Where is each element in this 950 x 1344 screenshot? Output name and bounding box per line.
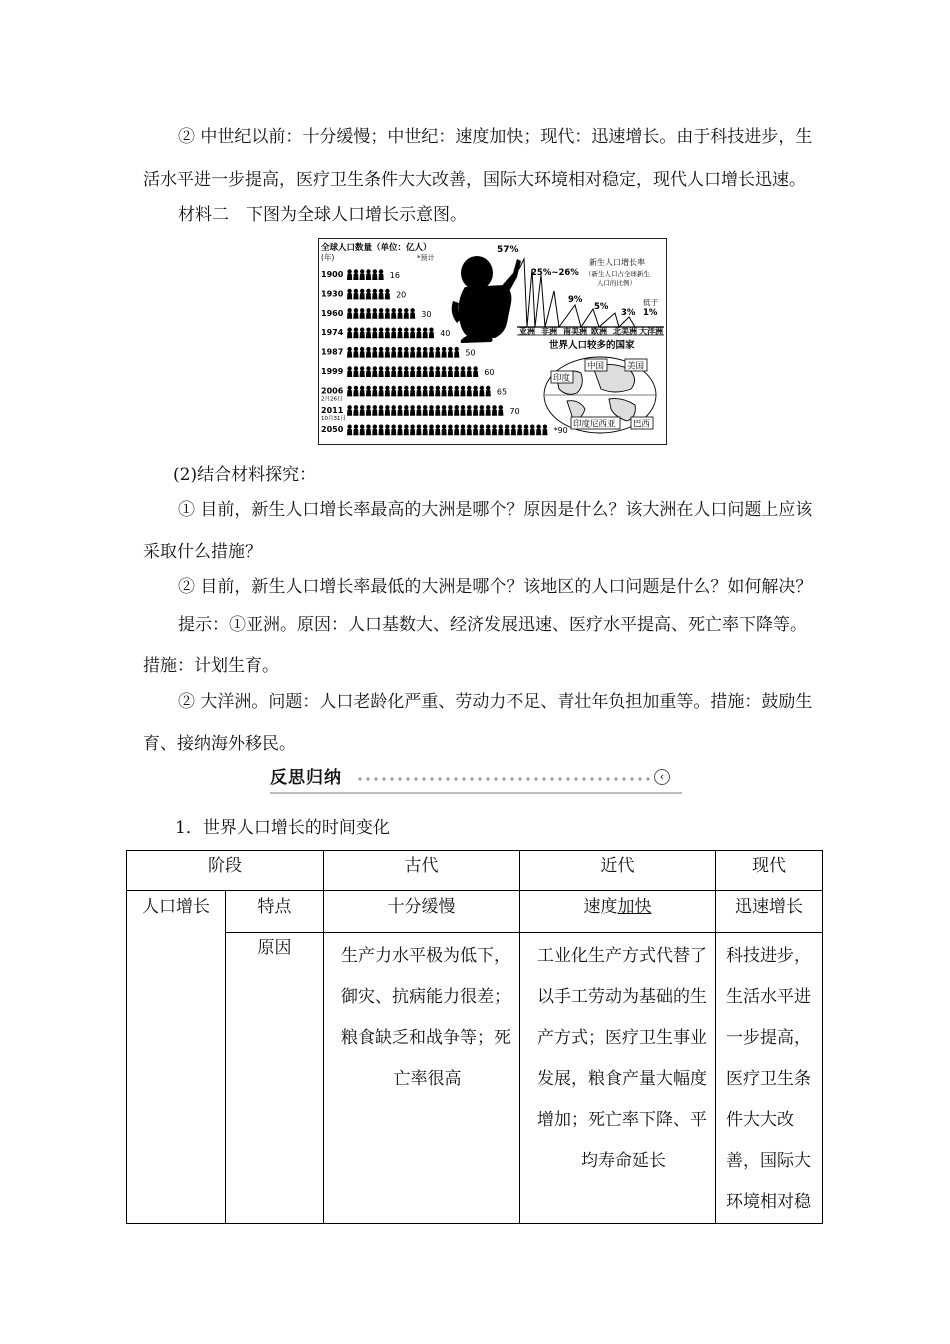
population-rows — [321, 269, 568, 435]
person-icon — [423, 328, 428, 339]
person-icon — [410, 386, 415, 397]
year-sublabel: 10月31日 — [321, 415, 346, 422]
reason-line: 生活水平进 — [726, 987, 811, 1007]
person-icon — [385, 425, 390, 436]
person-icon — [517, 425, 522, 436]
person-icon — [435, 347, 440, 358]
rate-africa: 25%~26% — [531, 268, 579, 278]
reason-contemporary — [716, 933, 823, 1224]
person-icon — [423, 347, 428, 358]
person-icon — [379, 289, 384, 300]
reason-line: 科技进步， — [726, 946, 811, 966]
person-icon — [498, 405, 503, 416]
person-icon — [523, 425, 528, 436]
question-two: ② 目前，新生人口增长率最低的大洲是哪个？该地区的人口问题是什么？如何解决？ — [178, 577, 813, 597]
person-icon — [366, 425, 371, 436]
person-icon — [410, 366, 415, 377]
person-icon — [353, 269, 358, 280]
person-icon — [391, 405, 396, 416]
population-value: 65 — [496, 387, 508, 397]
person-icon — [347, 347, 352, 358]
person-icon — [429, 328, 434, 339]
person-icon — [385, 405, 390, 416]
person-icon — [442, 405, 447, 416]
person-icon — [347, 386, 352, 397]
country-label: 印度尼西亚 — [573, 419, 616, 430]
person-icon — [473, 386, 478, 397]
person-icon — [366, 386, 371, 397]
person-icon — [347, 405, 352, 416]
person-icon — [372, 366, 377, 377]
person-icon — [360, 405, 365, 416]
growth-note-1: （新生人口占全球新生 — [585, 270, 650, 278]
header-early-modern: 近代 — [520, 851, 716, 891]
reason-early-modern — [520, 933, 716, 1224]
person-icon — [347, 269, 352, 280]
person-icon — [391, 366, 396, 377]
country-label: 巴西 — [633, 419, 651, 430]
figure-year-label: (年) — [321, 253, 335, 262]
person-icon — [448, 366, 453, 377]
year-label: 1930 — [321, 289, 344, 299]
person-icon — [448, 386, 453, 397]
population-growth-figure — [318, 238, 667, 445]
person-icon — [435, 425, 440, 436]
person-icon — [442, 347, 447, 358]
reason-line: 工业化生产方式代替了 — [537, 946, 707, 966]
person-icon — [429, 386, 434, 397]
person-icon — [360, 347, 365, 358]
question-one-cont: 采取什么措施？ — [143, 542, 262, 562]
person-icon — [435, 386, 440, 397]
growth-title: 新生人口增长率 — [589, 258, 645, 267]
person-icon — [404, 425, 409, 436]
person-icon — [460, 425, 465, 436]
person-icon — [397, 347, 402, 358]
year-label: 1960 — [321, 308, 344, 318]
reason-line: 生产力水平极为低下， — [341, 946, 511, 966]
year-label: 1900 — [321, 270, 344, 279]
section-title: 反思归纳 — [270, 768, 342, 788]
population-value: 60 — [484, 368, 495, 377]
continent-label: 非洲 — [541, 327, 557, 336]
person-icon — [460, 405, 465, 416]
person-icon — [366, 269, 371, 280]
header-ancient: 古代 — [324, 851, 520, 891]
reason-line: 善，国际大 — [726, 1151, 811, 1171]
person-icon — [366, 308, 371, 319]
person-icon — [404, 308, 409, 319]
continent-label: 欧洲 — [591, 327, 607, 336]
header-underline — [270, 792, 682, 794]
country-label: 美国 — [627, 361, 645, 372]
rate-asia: 57% — [497, 245, 519, 255]
figure-title: 全球人口数量（单位：亿人） — [321, 243, 432, 253]
reason-line: 发展，粮食产量大幅度 — [537, 1069, 707, 1089]
person-icon — [410, 347, 415, 358]
person-icon — [454, 366, 459, 377]
person-icon — [479, 386, 484, 397]
person-icon — [492, 405, 497, 416]
person-icon — [353, 386, 358, 397]
year-sublabel: 2月26日 — [321, 396, 343, 403]
person-icon — [473, 366, 478, 377]
person-icon — [372, 308, 377, 319]
person-icon — [353, 328, 358, 339]
person-icon — [372, 269, 377, 280]
person-icon — [366, 289, 371, 300]
continent-label: 亚洲 — [519, 327, 535, 336]
person-icon — [423, 405, 428, 416]
reason-ancient — [324, 933, 520, 1224]
person-icon — [379, 347, 384, 358]
year-label: 2050 — [321, 425, 344, 435]
person-icon — [353, 347, 358, 358]
reason-line: 增加；死亡率下降、平 — [537, 1110, 707, 1130]
person-icon — [385, 347, 390, 358]
person-icon — [416, 425, 421, 436]
person-icon — [379, 269, 384, 280]
person-icon — [429, 366, 434, 377]
person-icon — [448, 425, 453, 436]
person-icon — [416, 405, 421, 416]
reason-line: 产方式；医疗卫生事业 — [537, 1028, 707, 1048]
population-value: 30 — [421, 309, 432, 319]
child-silhouette-icon — [452, 256, 521, 343]
continent-label: 南美洲 — [563, 327, 587, 336]
person-icon — [385, 308, 390, 319]
person-icon — [486, 386, 491, 397]
person-icon — [385, 366, 390, 377]
person-icon — [347, 289, 352, 300]
person-icon — [460, 386, 465, 397]
person-icon — [435, 366, 440, 377]
figure-note: *预计 — [417, 254, 435, 262]
person-icon — [473, 405, 478, 416]
person-icon — [366, 347, 371, 358]
person-icon — [473, 425, 478, 436]
header-stage: 阶段 — [127, 851, 324, 891]
population-value: 40 — [440, 329, 451, 339]
rate-europe: 5% — [594, 302, 609, 312]
person-icon — [423, 425, 428, 436]
rate-north-america: 3% — [621, 308, 636, 318]
person-icon — [360, 269, 365, 280]
reason-line: 以手工劳动为基础的生 — [537, 987, 707, 1007]
person-icon — [385, 328, 390, 339]
person-icon — [435, 405, 440, 416]
summary-title: 1．世界人口增长的时间变化 — [175, 818, 390, 838]
person-icon — [416, 347, 421, 358]
person-icon — [379, 425, 384, 436]
person-icon — [347, 425, 352, 436]
person-icon — [454, 405, 459, 416]
person-icon — [442, 386, 447, 397]
paragraph-stage-summary: ② 中世纪以前：十分缓慢；中世纪：速度加快；现代：迅速增长。由于科技进步，生 — [178, 127, 813, 147]
reason-line: 粮食缺乏和战争等；死 — [341, 1028, 511, 1048]
person-icon — [360, 386, 365, 397]
person-icon — [448, 405, 453, 416]
person-icon — [397, 308, 402, 319]
population-value: 70 — [509, 406, 520, 416]
year-label: 1974 — [321, 328, 344, 338]
person-icon — [391, 425, 396, 436]
answer-one-cont: 措施：计划生育。 — [143, 656, 279, 676]
year-label: 2006 — [321, 386, 344, 396]
person-icon — [397, 328, 402, 339]
table-header-row — [127, 851, 823, 891]
table-row-feature — [127, 891, 823, 933]
continent-labels — [519, 326, 663, 336]
person-icon — [353, 308, 358, 319]
person-icon — [429, 347, 434, 358]
material-two-caption: 材料二 下图为全球人口增长示意图。 — [178, 205, 467, 225]
population-value: 50 — [465, 348, 476, 358]
person-icon — [372, 347, 377, 358]
person-icon — [467, 366, 472, 377]
person-icon — [372, 289, 377, 300]
person-icon — [423, 366, 428, 377]
person-icon — [385, 386, 390, 397]
person-icon — [492, 425, 497, 436]
person-icon — [448, 347, 453, 358]
feature-early-modern: 速度加快 — [520, 891, 716, 933]
dotted-divider — [356, 777, 652, 781]
person-icon — [397, 425, 402, 436]
person-icon — [353, 289, 358, 300]
reason-line: 均寿命延长 — [581, 1151, 666, 1171]
person-icon — [397, 405, 402, 416]
country-label: 中国 — [587, 361, 605, 372]
person-icon — [372, 405, 377, 416]
person-icon — [360, 425, 365, 436]
person-icon — [404, 328, 409, 339]
person-icon — [347, 328, 352, 339]
person-icon — [347, 308, 352, 319]
person-icon — [479, 405, 484, 416]
person-icon — [460, 366, 465, 377]
header-contemporary: 现代 — [716, 851, 823, 891]
person-icon — [379, 328, 384, 339]
chevron-left-icon[interactable]: ‹ — [654, 769, 670, 785]
table-row-reason — [127, 933, 823, 1224]
person-icon — [372, 328, 377, 339]
person-icon — [410, 405, 415, 416]
person-icon — [486, 425, 491, 436]
growth-note-2: 人口的比例） — [597, 279, 636, 287]
explore-heading: (2)结合材料探究： — [173, 465, 317, 485]
feature-ancient: 十分缓慢 — [324, 891, 520, 933]
feature-contemporary: 迅速增长 — [716, 891, 823, 933]
person-icon — [410, 328, 415, 339]
population-value: 20 — [396, 290, 407, 300]
person-icon — [467, 405, 472, 416]
person-icon — [366, 405, 371, 416]
population-value: 16 — [389, 271, 400, 280]
person-icon — [467, 425, 472, 436]
person-icon — [397, 386, 402, 397]
reason-line: 御灾、抗病能力很差； — [341, 987, 511, 1007]
person-icon — [486, 405, 491, 416]
year-label: 2011 — [321, 405, 344, 415]
person-icon — [542, 425, 547, 436]
map-country-labels — [551, 359, 653, 430]
rate-oceania-2: 1% — [643, 308, 658, 318]
person-icon — [416, 328, 421, 339]
map-title: 世界人口较多的国家 — [549, 340, 635, 351]
person-icon — [353, 405, 358, 416]
reason-line: 亡率很高 — [393, 1069, 462, 1089]
year-label: 1999 — [321, 367, 344, 376]
person-icon — [442, 425, 447, 436]
person-icon — [416, 366, 421, 377]
person-icon — [454, 347, 459, 358]
reason-line: 件大大改 — [726, 1110, 794, 1130]
person-icon — [429, 405, 434, 416]
person-icon — [391, 308, 396, 319]
person-icon — [530, 425, 535, 436]
person-icon — [379, 405, 384, 416]
person-icon — [379, 366, 384, 377]
answer-one: 提示：①亚洲。原因：人口基数大、经济发展迅速、医疗水平提高、死亡率下降等。 — [178, 615, 807, 635]
person-icon — [479, 425, 484, 436]
section-header-reflection — [270, 765, 682, 795]
person-icon — [536, 425, 541, 436]
person-icon — [360, 308, 365, 319]
person-icon — [360, 328, 365, 339]
answer-two: ② 大洋洲。问题：人口老龄化严重、劳动力不足、青壮年负担加重等。措施：鼓励生 — [178, 692, 813, 712]
person-icon — [505, 425, 510, 436]
person-icon — [366, 366, 371, 377]
person-icon — [397, 366, 402, 377]
person-icon — [423, 386, 428, 397]
person-icon — [404, 347, 409, 358]
person-icon — [404, 386, 409, 397]
population-stage-table — [126, 850, 823, 1224]
person-icon — [442, 366, 447, 377]
reason-line: 医疗卫生条 — [726, 1069, 811, 1089]
person-icon — [379, 308, 384, 319]
reason-line: 一步提高， — [726, 1028, 811, 1048]
question-one: ① 目前，新生人口增长率最高的大洲是哪个？原因是什么？该大洲在人口问题上应该 — [178, 500, 813, 520]
person-icon — [385, 289, 390, 300]
person-icon — [391, 347, 396, 358]
person-icon — [347, 366, 352, 377]
person-icon — [454, 425, 459, 436]
year-label: 1987 — [321, 347, 344, 357]
person-icon — [410, 308, 415, 319]
person-icon — [372, 386, 377, 397]
label-feature: 特点 — [226, 891, 324, 933]
person-icon — [379, 386, 384, 397]
continent-label: 大洋洲 — [639, 327, 663, 336]
person-icon — [360, 289, 365, 300]
answer-two-cont: 育、接纳海外移民。 — [143, 734, 296, 754]
rate-south-america: 9% — [568, 295, 583, 305]
person-icon — [353, 425, 358, 436]
label-reason: 原因 — [226, 933, 324, 1224]
person-icon — [429, 425, 434, 436]
population-value: *90 — [553, 426, 568, 436]
person-icon — [372, 425, 377, 436]
person-icon — [416, 386, 421, 397]
person-icon — [353, 366, 358, 377]
rate-oceania-1: 低于 — [643, 298, 658, 307]
person-icon — [366, 328, 371, 339]
continent-label: 北美洲 — [613, 327, 637, 336]
person-icon — [404, 405, 409, 416]
person-icon — [410, 425, 415, 436]
person-icon — [454, 386, 459, 397]
reason-line: 环境相对稳 — [726, 1192, 811, 1212]
person-icon — [391, 386, 396, 397]
paragraph-stage-summary-cont: 活水平进一步提高，医疗卫生条件大大改善，国际大环境相对稳定，现代人口增长迅速。 — [143, 170, 806, 190]
person-icon — [391, 328, 396, 339]
person-icon — [467, 386, 472, 397]
person-icon — [511, 425, 516, 436]
person-icon — [404, 366, 409, 377]
person-icon — [498, 425, 503, 436]
country-label: 印度 — [553, 373, 571, 384]
person-icon — [360, 366, 365, 377]
row-label-population-growth: 人口增长 — [127, 891, 226, 1224]
